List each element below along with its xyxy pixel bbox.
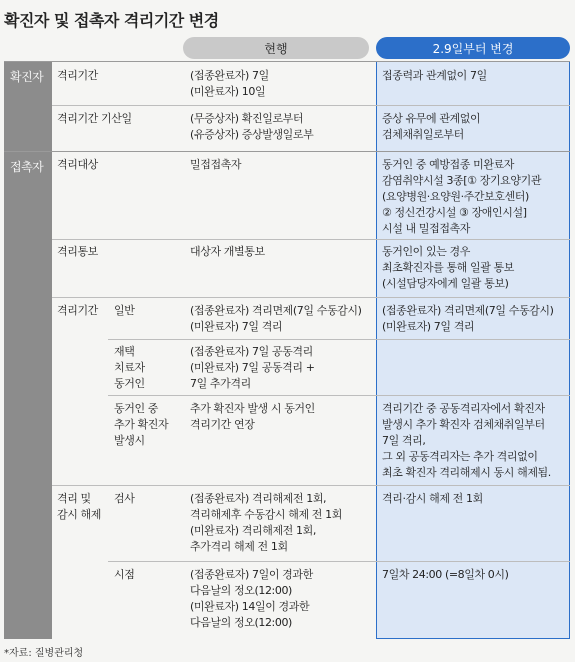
new-cell: 동거인이 있는 경우 최초확진자를 통해 일괄 통보 (시설담당자에게 일괄 통보) bbox=[382, 245, 515, 290]
sub-label: 동거인 중 추가 확진자 발생시 bbox=[114, 402, 169, 447]
sub-label: 일반 bbox=[114, 304, 135, 317]
new-cell: 격리기간 중 공동격리자에서 확진자 발생시 추가 확진자 검체채취일부터 7일 격리, 그 외 공동격리자는 추가 격리없이 최초 확진자 격리해제시 동시 해제됨. bbox=[382, 402, 551, 479]
new-cell: 접종력과 관계없이 7일 bbox=[382, 69, 487, 82]
current-cell: (접종완료자) 7일 (미완료자) 10일 bbox=[190, 69, 269, 98]
row-label: 격리기간 기산일 bbox=[57, 112, 132, 125]
source-note: *자료: 질병관리청 bbox=[4, 648, 84, 659]
row-label: 격리대상 bbox=[57, 158, 98, 171]
sub-label: 검사 bbox=[114, 492, 135, 505]
group-contact bbox=[4, 151, 52, 639]
row-label: 격리통보 bbox=[57, 245, 98, 258]
row-label: 격리 및 감시 해제 bbox=[57, 492, 102, 521]
current-cell: (접종완료자) 7일이 경과한 다음날의 정오(12:00) (미완료자) 14일이 경과한 다음날의 정오(12:00) bbox=[190, 568, 313, 629]
current-cell: (접종완료자) 7일 공동격리 (미완료자) 7일 공동격리 + 7일 추가격리 bbox=[190, 345, 315, 390]
new-cell: 증상 유무에 관계없이 검체채취일로부터 bbox=[382, 112, 481, 141]
header-new: 2.9일부터 변경 bbox=[376, 37, 570, 59]
current-cell: 추가 확진자 발생 시 동거인 격리기간 연장 bbox=[190, 402, 315, 431]
page-title: 확진자 및 접촉자 격리기간 변경 bbox=[4, 11, 219, 30]
current-cell: 밀접접촉자 bbox=[190, 158, 242, 171]
row-label: 격리기간 bbox=[57, 304, 98, 317]
row-divider bbox=[108, 561, 570, 562]
new-cell: 7일차 24:00 (=8일차 0시) bbox=[382, 568, 509, 581]
row-divider bbox=[4, 151, 570, 152]
header-current: 현행 bbox=[183, 37, 369, 59]
comparison-table bbox=[4, 61, 570, 639]
row-divider bbox=[108, 339, 570, 340]
new-cell: 동거인 중 예방접종 미완료자 감염취약시설 3종[① 장기요양기관 (요양병원·요양원·주간보호센터) ② 정신건강시설 ③ 장애인시설] 시설 내 밀접접촉자 bbox=[382, 158, 542, 235]
sub-label: 재택 치료자 동거인 bbox=[114, 345, 145, 390]
current-cell: 대상자 개별통보 bbox=[190, 245, 265, 258]
row-divider bbox=[52, 485, 570, 486]
row-label: 격리기간 bbox=[57, 69, 98, 82]
row-divider bbox=[108, 395, 570, 396]
row-divider bbox=[52, 239, 570, 240]
new-cell: 격리·감시 해제 전 1회 bbox=[382, 492, 483, 505]
row-divider bbox=[52, 297, 570, 298]
current-cell: (접종완료자) 격리면제(7일 수동감시) (미완료자) 7일 격리 bbox=[190, 304, 362, 333]
group-contact-label: 접촉자 bbox=[10, 160, 44, 174]
new-column-highlight bbox=[376, 61, 570, 639]
new-cell: (접종완료자) 격리면제(7일 수동감시) (미완료자) 7일 격리 bbox=[382, 304, 554, 333]
row-divider bbox=[4, 61, 570, 62]
row-divider bbox=[52, 105, 570, 106]
group-confirmed-label: 확진자 bbox=[10, 70, 44, 84]
current-cell: (접종완료자) 격리해제전 1회, 격리해제후 수동감시 해제 전 1회 (미완료자) 격리해제전 1회, 추가격리 해제 전 1회 bbox=[190, 492, 342, 553]
sub-label: 시점 bbox=[114, 568, 135, 581]
current-cell: (무증상자) 확진일로부터 (유증상자) 증상발생일로부 bbox=[190, 112, 314, 141]
group-confirmed bbox=[4, 61, 52, 151]
